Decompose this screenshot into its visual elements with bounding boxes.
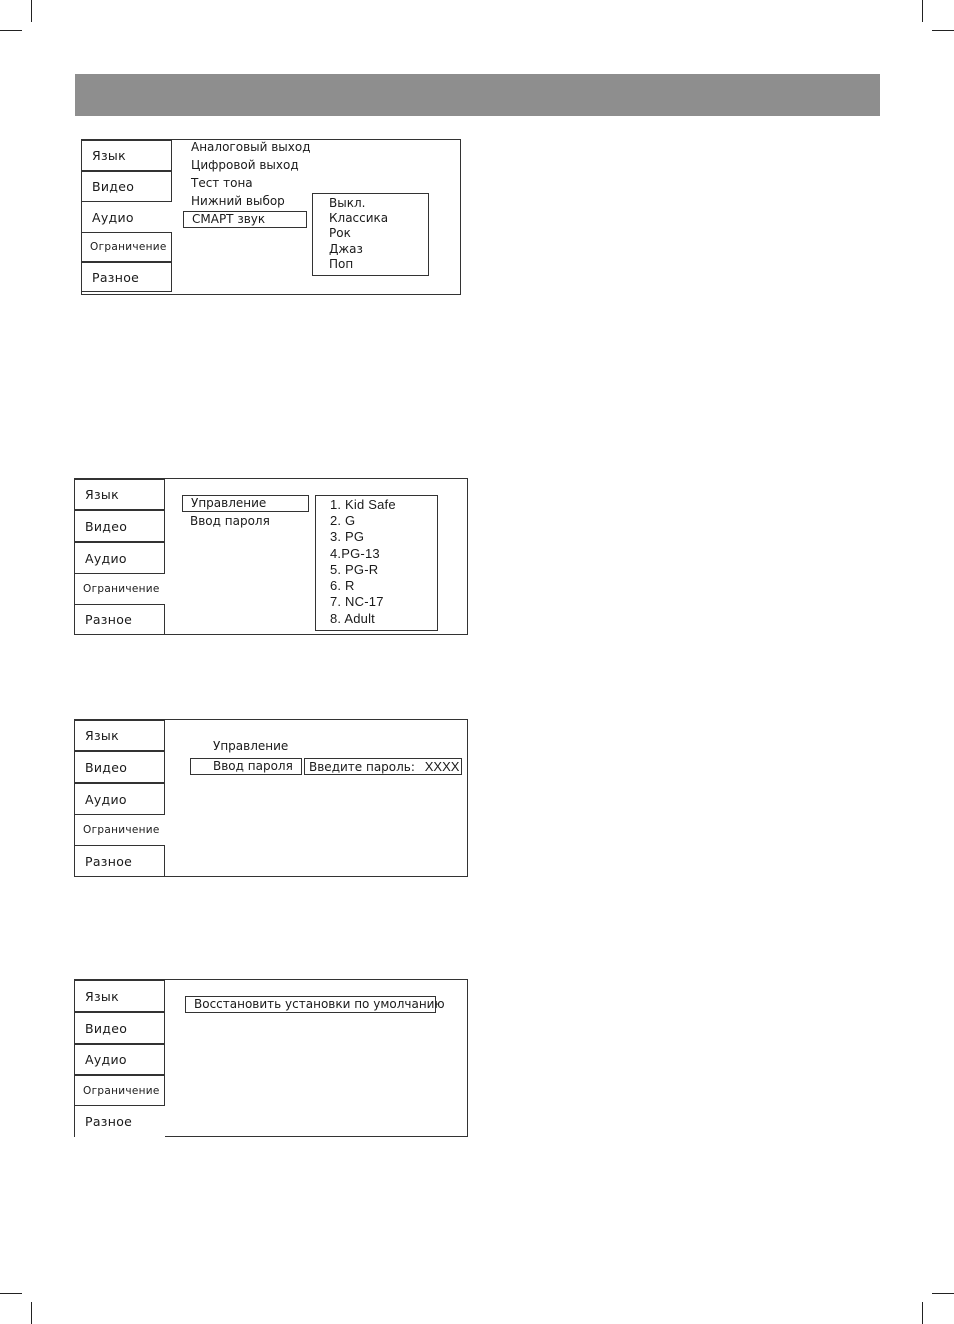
- menu-item-control[interactable]: Управление: [213, 739, 289, 753]
- option-jazz[interactable]: Джаз: [329, 242, 363, 256]
- tab-misc[interactable]: Разное: [75, 1106, 165, 1137]
- menu-item-restore-defaults[interactable]: Восстановить установки по умолчанию: [185, 996, 436, 1013]
- password-setup-panel: [74, 719, 468, 877]
- tab-language[interactable]: Язык: [75, 720, 165, 751]
- tab-audio[interactable]: Аудио: [75, 783, 165, 815]
- tab-list: [75, 479, 165, 634]
- tab-video[interactable]: Видео: [75, 751, 165, 783]
- misc-setup-panel: [74, 979, 468, 1137]
- rating-option[interactable]: 1. Kid Safe: [330, 497, 396, 512]
- tab-misc[interactable]: Разное: [82, 262, 172, 292]
- password-field[interactable]: [304, 758, 462, 775]
- tab-restriction[interactable]: Ограничение: [75, 574, 165, 604]
- crop-mark: [0, 30, 22, 31]
- tab-list: [82, 140, 172, 294]
- menu-item-control[interactable]: Управление: [182, 495, 309, 512]
- crop-mark: [922, 1302, 923, 1324]
- menu-item-analog-out[interactable]: Аналоговый выход: [191, 140, 311, 154]
- menu-item-password-input[interactable]: Ввод пароля: [190, 758, 302, 775]
- audio-setup-panel: [81, 139, 461, 295]
- password-prompt: Введите пароль:: [309, 760, 415, 774]
- tab-list: [75, 720, 165, 876]
- header-bar: [75, 74, 880, 116]
- tab-audio[interactable]: Аудио: [75, 542, 165, 574]
- option-pop[interactable]: Поп: [329, 257, 354, 271]
- tab-misc[interactable]: Разное: [75, 845, 165, 877]
- rating-options: [315, 495, 438, 631]
- tab-list: [75, 980, 165, 1136]
- option-classic[interactable]: Классика: [329, 211, 389, 225]
- tab-restriction[interactable]: Ограничение: [75, 815, 165, 845]
- crop-mark: [922, 0, 923, 22]
- restriction-setup-panel: [74, 478, 468, 635]
- crop-mark: [932, 1293, 954, 1294]
- tab-restriction[interactable]: Ограничение: [82, 232, 172, 262]
- tab-video[interactable]: Видео: [75, 1012, 165, 1044]
- tab-misc[interactable]: Разное: [75, 604, 165, 635]
- crop-mark: [31, 1302, 32, 1324]
- crop-mark: [0, 1293, 22, 1294]
- tab-language[interactable]: Язык: [75, 479, 165, 510]
- tab-video[interactable]: Видео: [75, 510, 165, 542]
- rating-option[interactable]: 3. PG: [330, 529, 365, 544]
- rating-option[interactable]: 6. R: [330, 578, 355, 593]
- menu-item-password-input[interactable]: Ввод пароля: [190, 514, 270, 528]
- menu-item-smart-sound[interactable]: СМАРТ звук: [183, 211, 307, 228]
- rating-option[interactable]: 2. G: [330, 513, 356, 528]
- tab-video[interactable]: Видео: [82, 171, 172, 202]
- rating-option[interactable]: 8. Adult: [330, 611, 375, 626]
- rating-option[interactable]: 4.PG-13: [330, 546, 380, 561]
- crop-mark: [932, 30, 954, 31]
- option-rock[interactable]: Рок: [329, 226, 351, 240]
- menu-item-tone-test[interactable]: Тест тона: [191, 176, 253, 190]
- smart-sound-options: [312, 193, 429, 276]
- rating-option[interactable]: 7. NC-17: [330, 594, 384, 609]
- menu-item-digital-out[interactable]: Цифровой выход: [191, 158, 299, 172]
- tab-audio[interactable]: Аудио: [75, 1044, 165, 1075]
- tab-restriction[interactable]: Ограничение: [75, 1075, 165, 1106]
- option-off[interactable]: Выкл.: [329, 196, 366, 210]
- rating-option[interactable]: 5. PG-R: [330, 562, 379, 577]
- tab-language[interactable]: Язык: [75, 980, 165, 1012]
- password-value: XXXX: [424, 759, 460, 774]
- menu-item-downmix[interactable]: Нижний выбор: [191, 194, 285, 208]
- crop-mark: [31, 0, 32, 22]
- tab-audio[interactable]: Аудио: [82, 202, 172, 232]
- tab-language[interactable]: Язык: [82, 140, 172, 171]
